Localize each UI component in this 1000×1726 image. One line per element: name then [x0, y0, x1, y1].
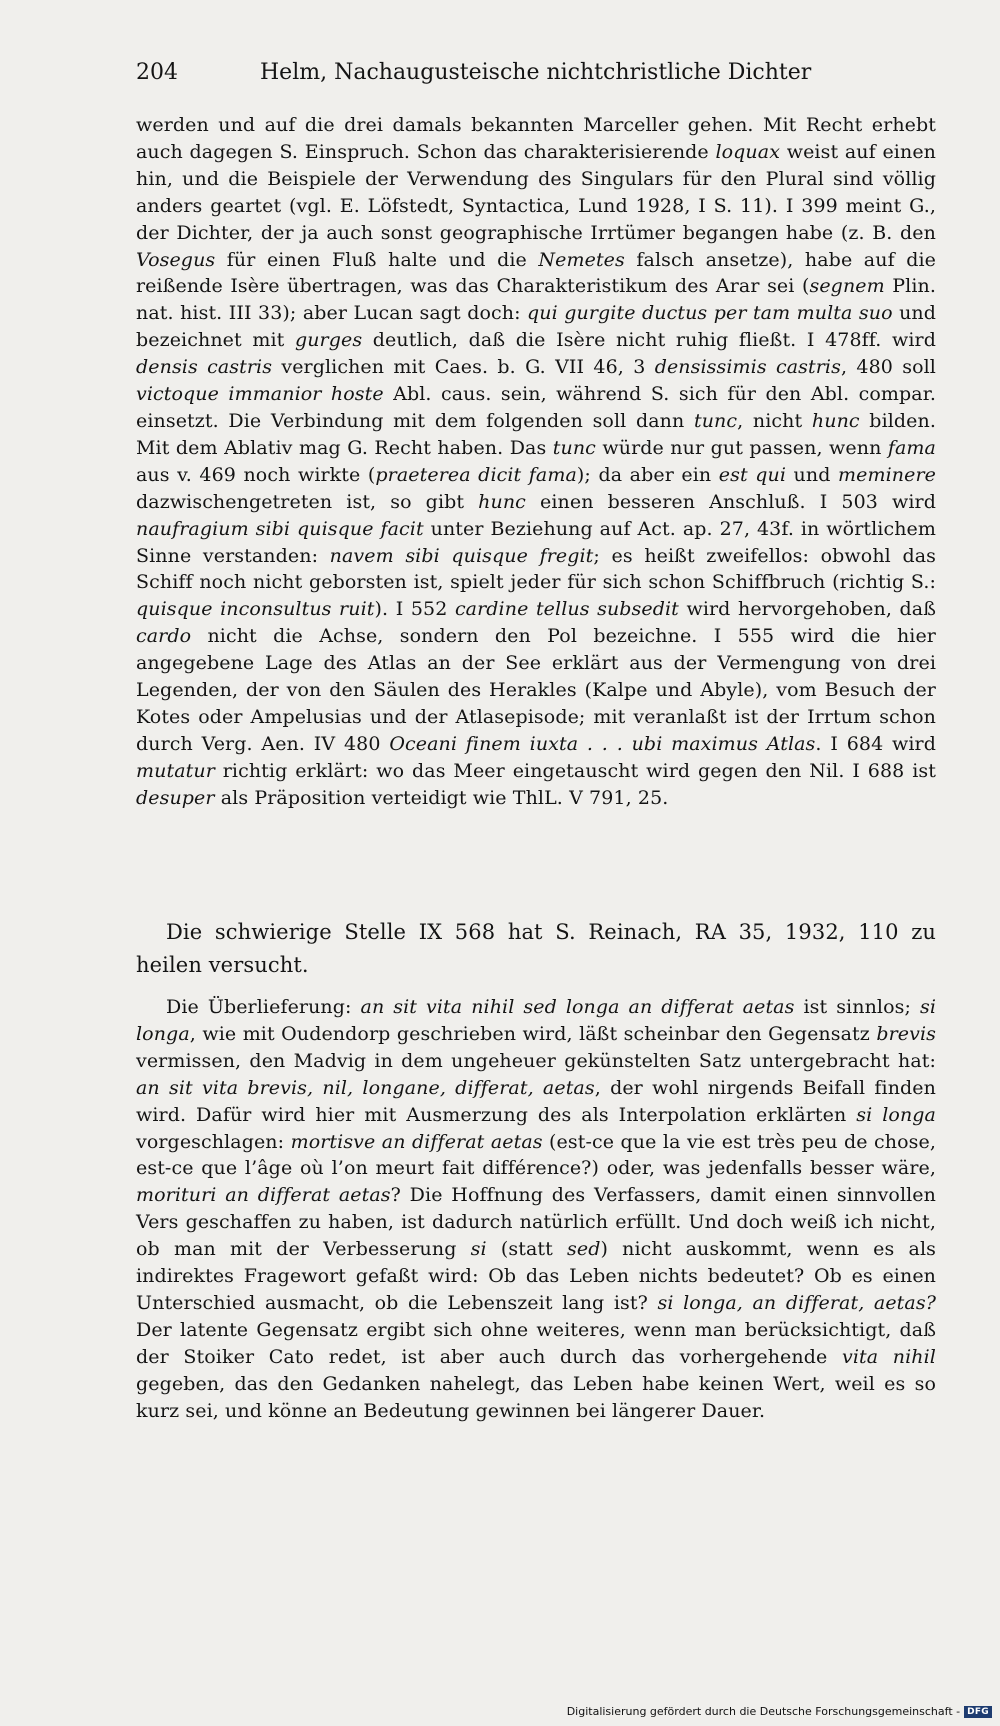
italic-run: an sit vita nihil sed longa an differat aetas	[360, 996, 795, 1018]
text-run: , wie mit Oudendorp geschrieben wird, läßt scheinbar den Gegensatz	[189, 1022, 877, 1045]
text-run: (statt	[486, 1238, 567, 1261]
text-run: und	[786, 463, 839, 486]
text-run: nicht die Achse, sondern den Pol bezeichne. I 555 wird die hier angegebene Lage des Atlas an der See erklärt aus der Vermengung von drei Legenden, der von den Säulen des Herakles (Kalpe und Abyle), vom Besuch der Kotes oder Ampelusias und der Atlasepisode; mit veranlaßt ist der Irrtum schon durch Verg. Aen. IV 480	[136, 625, 936, 755]
text-run: als Präposition verteidigt wie ThlL. V 791, 25.	[214, 786, 669, 809]
text-run: ? Die Hoffnung des Verfassers, damit einen sinnvollen Vers geschaffen zu haben, ist dadurch natürlich erfüllt. Und doch weiß ich nicht, ob man mit der Verbesserung	[136, 1184, 936, 1261]
italic-run: Nemetes	[538, 248, 625, 271]
text-run: ist sinnlos;	[794, 996, 920, 1018]
text-run: verglichen mit Caes. b. G. VII 46, 3	[272, 356, 655, 379]
text-run: deutlich, daß die Isère nicht ruhig fließt. I 478ff. wird	[362, 329, 936, 352]
italic-run: Vosegus	[136, 248, 216, 271]
paragraph-intro	[136, 916, 936, 982]
text-run: falsch ansetze), habe auf die reißende Isère übertragen, was das Charakteristikum des Arar sei (	[136, 248, 936, 298]
italic-run: sed	[567, 1238, 601, 1261]
italic-run: naufragium sibi quisque facit	[136, 517, 424, 540]
text-run: für einen Fluß halte und die	[215, 248, 539, 271]
italic-run: si longa	[856, 1103, 936, 1126]
italic-run: si longa, an differat, aetas?	[657, 1291, 936, 1314]
text-run: ). I 552	[374, 598, 455, 621]
text-run: werden und auf die drei damals bekannten Marceller gehen. Mit Recht erhebt auch dagegen S. Einspruch. Schon das charakterisierende	[136, 114, 936, 163]
text-run: ) nicht auskommt, wenn es als indirektes Fragewort gefaßt wird: Ob das Leben nichts bedeutet? Ob es einen Unterschied ausmacht, ob die Lebenszeit lang ist?	[136, 1238, 936, 1314]
text-run: würde nur gut passen, wenn	[595, 436, 888, 459]
text-run: . I 684 wird	[815, 732, 936, 755]
paragraph-text	[136, 112, 936, 812]
dfg-logo: DFG	[964, 1706, 992, 1718]
italic-run: vita nihil	[841, 1345, 936, 1368]
running-header	[136, 60, 936, 85]
italic-run: victoque immanior hoste	[136, 383, 384, 406]
text-run: richtig erklärt: wo das Meer eingetauscht wird gegen den Nil. I 688 ist	[214, 759, 936, 782]
text-run: Die Überlieferung:	[166, 996, 361, 1018]
italic-run: densissimis castris	[654, 356, 841, 379]
italic-run: loquax	[715, 140, 781, 163]
text-run: Abl. caus. sein, während S. sich für den Abl. compar. einsetzt. Die Verbindung mit dem folgenden soll dann	[136, 383, 936, 432]
italic-run: est qui	[718, 463, 787, 486]
text-run: (est-ce que la vie est très peu de chose, est-ce que l’âge où l’on meurt fait différence?) oder, was jedenfalls besser wäre,	[136, 1130, 937, 1180]
text-run: Plin. nat. hist. III 33); aber Lucan sagt doch:	[136, 275, 936, 325]
text-run: einen besseren Anschluß. I 503 wird	[525, 490, 936, 513]
text-run: vermissen, den Madvig in dem ungeheuer gekünstelten Satz untergebracht hat:	[136, 1049, 936, 1072]
italic-run: segnem	[809, 275, 885, 298]
italic-run: an sit vita brevis, nil, longane, differat, aetas	[136, 1076, 595, 1099]
text-run: Die schwierige Stelle IX 568 hat S. Reinach, RA 35, 1932, 110 zu heilen versucht.	[136, 920, 936, 977]
italic-run: tunc	[693, 409, 738, 432]
page-number: 204	[136, 60, 178, 85]
text-run: unter Beziehung auf Act. ap. 27, 43f. in wörtlichem Sinne verstanden:	[136, 517, 936, 567]
italic-run: cardine tellus subsedit	[454, 598, 679, 621]
italic-run: desuper	[136, 786, 215, 809]
paragraph-continued	[136, 112, 936, 812]
text-run: vorgeschlagen:	[136, 1130, 291, 1153]
italic-run: qui gurgite ductus per tam multa suo	[527, 302, 893, 325]
text-run: wird hervorgehoben, daß	[678, 598, 936, 621]
digitization-footer	[567, 1705, 992, 1718]
italic-run: brevis	[876, 1022, 936, 1045]
italic-run: mutatur	[136, 759, 215, 782]
italic-run: mortisve an differat aetas	[290, 1130, 543, 1153]
italic-run: si	[470, 1238, 487, 1261]
text-run: gegeben, das den Gedanken nahelegt, das Leben habe keinen Wert, weil es so kurz sei, und könne an Bedeutung gewinnen bei längerer Dauer.	[136, 1372, 936, 1422]
italic-run: hunc	[478, 490, 526, 513]
italic-run: si longa	[136, 996, 936, 1045]
text-run: Der latente Gegensatz ergibt sich ohne weiteres, wenn man berücksichtigt, daß der Stoiker Cato redet, ist aber auch durch das vorhergehende	[136, 1318, 936, 1368]
italic-run: hunc	[811, 409, 860, 432]
text-run: aus v. 469 noch wirkte (	[136, 463, 376, 486]
paragraph-discussion	[136, 994, 936, 1425]
text-run: ; es heißt zweifellos: obwohl das Schiff noch nicht geborsten ist, spielt jeder für sich schon Schiffbruch (richtig S.:	[136, 544, 936, 594]
italic-run: praeterea dicit fama	[375, 463, 577, 486]
text-run: , nicht	[737, 409, 812, 432]
text-run: weist auf einen hin, und die Beispiele der Verwendung des Singulars für den Plural sind völlig anders geartet (vgl. E. Löfstedt, Syntactica, Lund 1928, I S. 11). I 399 meint G., der Dichter, der ja auch sonst geographische Irrtümer begangen habe (z. B. den	[136, 140, 936, 244]
italic-run: meminere	[838, 463, 936, 486]
paragraph-text	[136, 994, 936, 1425]
italic-run: quisque inconsultus ruit	[136, 598, 375, 621]
text-run: bilden. Mit dem Ablativ mag G. Recht haben. Das	[136, 409, 937, 459]
text-run: , 480 soll	[840, 356, 936, 379]
italic-run: densis castris	[136, 356, 273, 379]
italic-run: Oceani finem iuxta . . . ubi maximus Atlas	[389, 732, 816, 755]
italic-run: cardo	[136, 625, 192, 648]
text-run: ); da aber ein	[576, 463, 719, 486]
italic-run: navem sibi quisque fregit	[329, 544, 594, 567]
italic-run: fama	[887, 436, 936, 459]
italic-run: gurges	[294, 329, 363, 352]
text-run: und bezeichnet mit	[136, 302, 937, 352]
italic-run: morituri an differat aetas	[136, 1184, 391, 1207]
text-run: dazwischengetreten ist, so gibt	[136, 490, 479, 513]
footer-text: Digitalisierung gefördert durch die Deutsche Forschungsgemeinschaft -	[566, 1705, 961, 1718]
italic-run: tunc	[552, 436, 596, 459]
text-run: , der wohl nirgends Beifall finden wird. Dafür wird hier mit Ausmerzung des als Interpolation erklärten	[136, 1076, 936, 1126]
running-title: Helm, Nachaugusteische nichtchristliche Dichter	[260, 60, 812, 85]
paragraph-text	[136, 916, 936, 982]
